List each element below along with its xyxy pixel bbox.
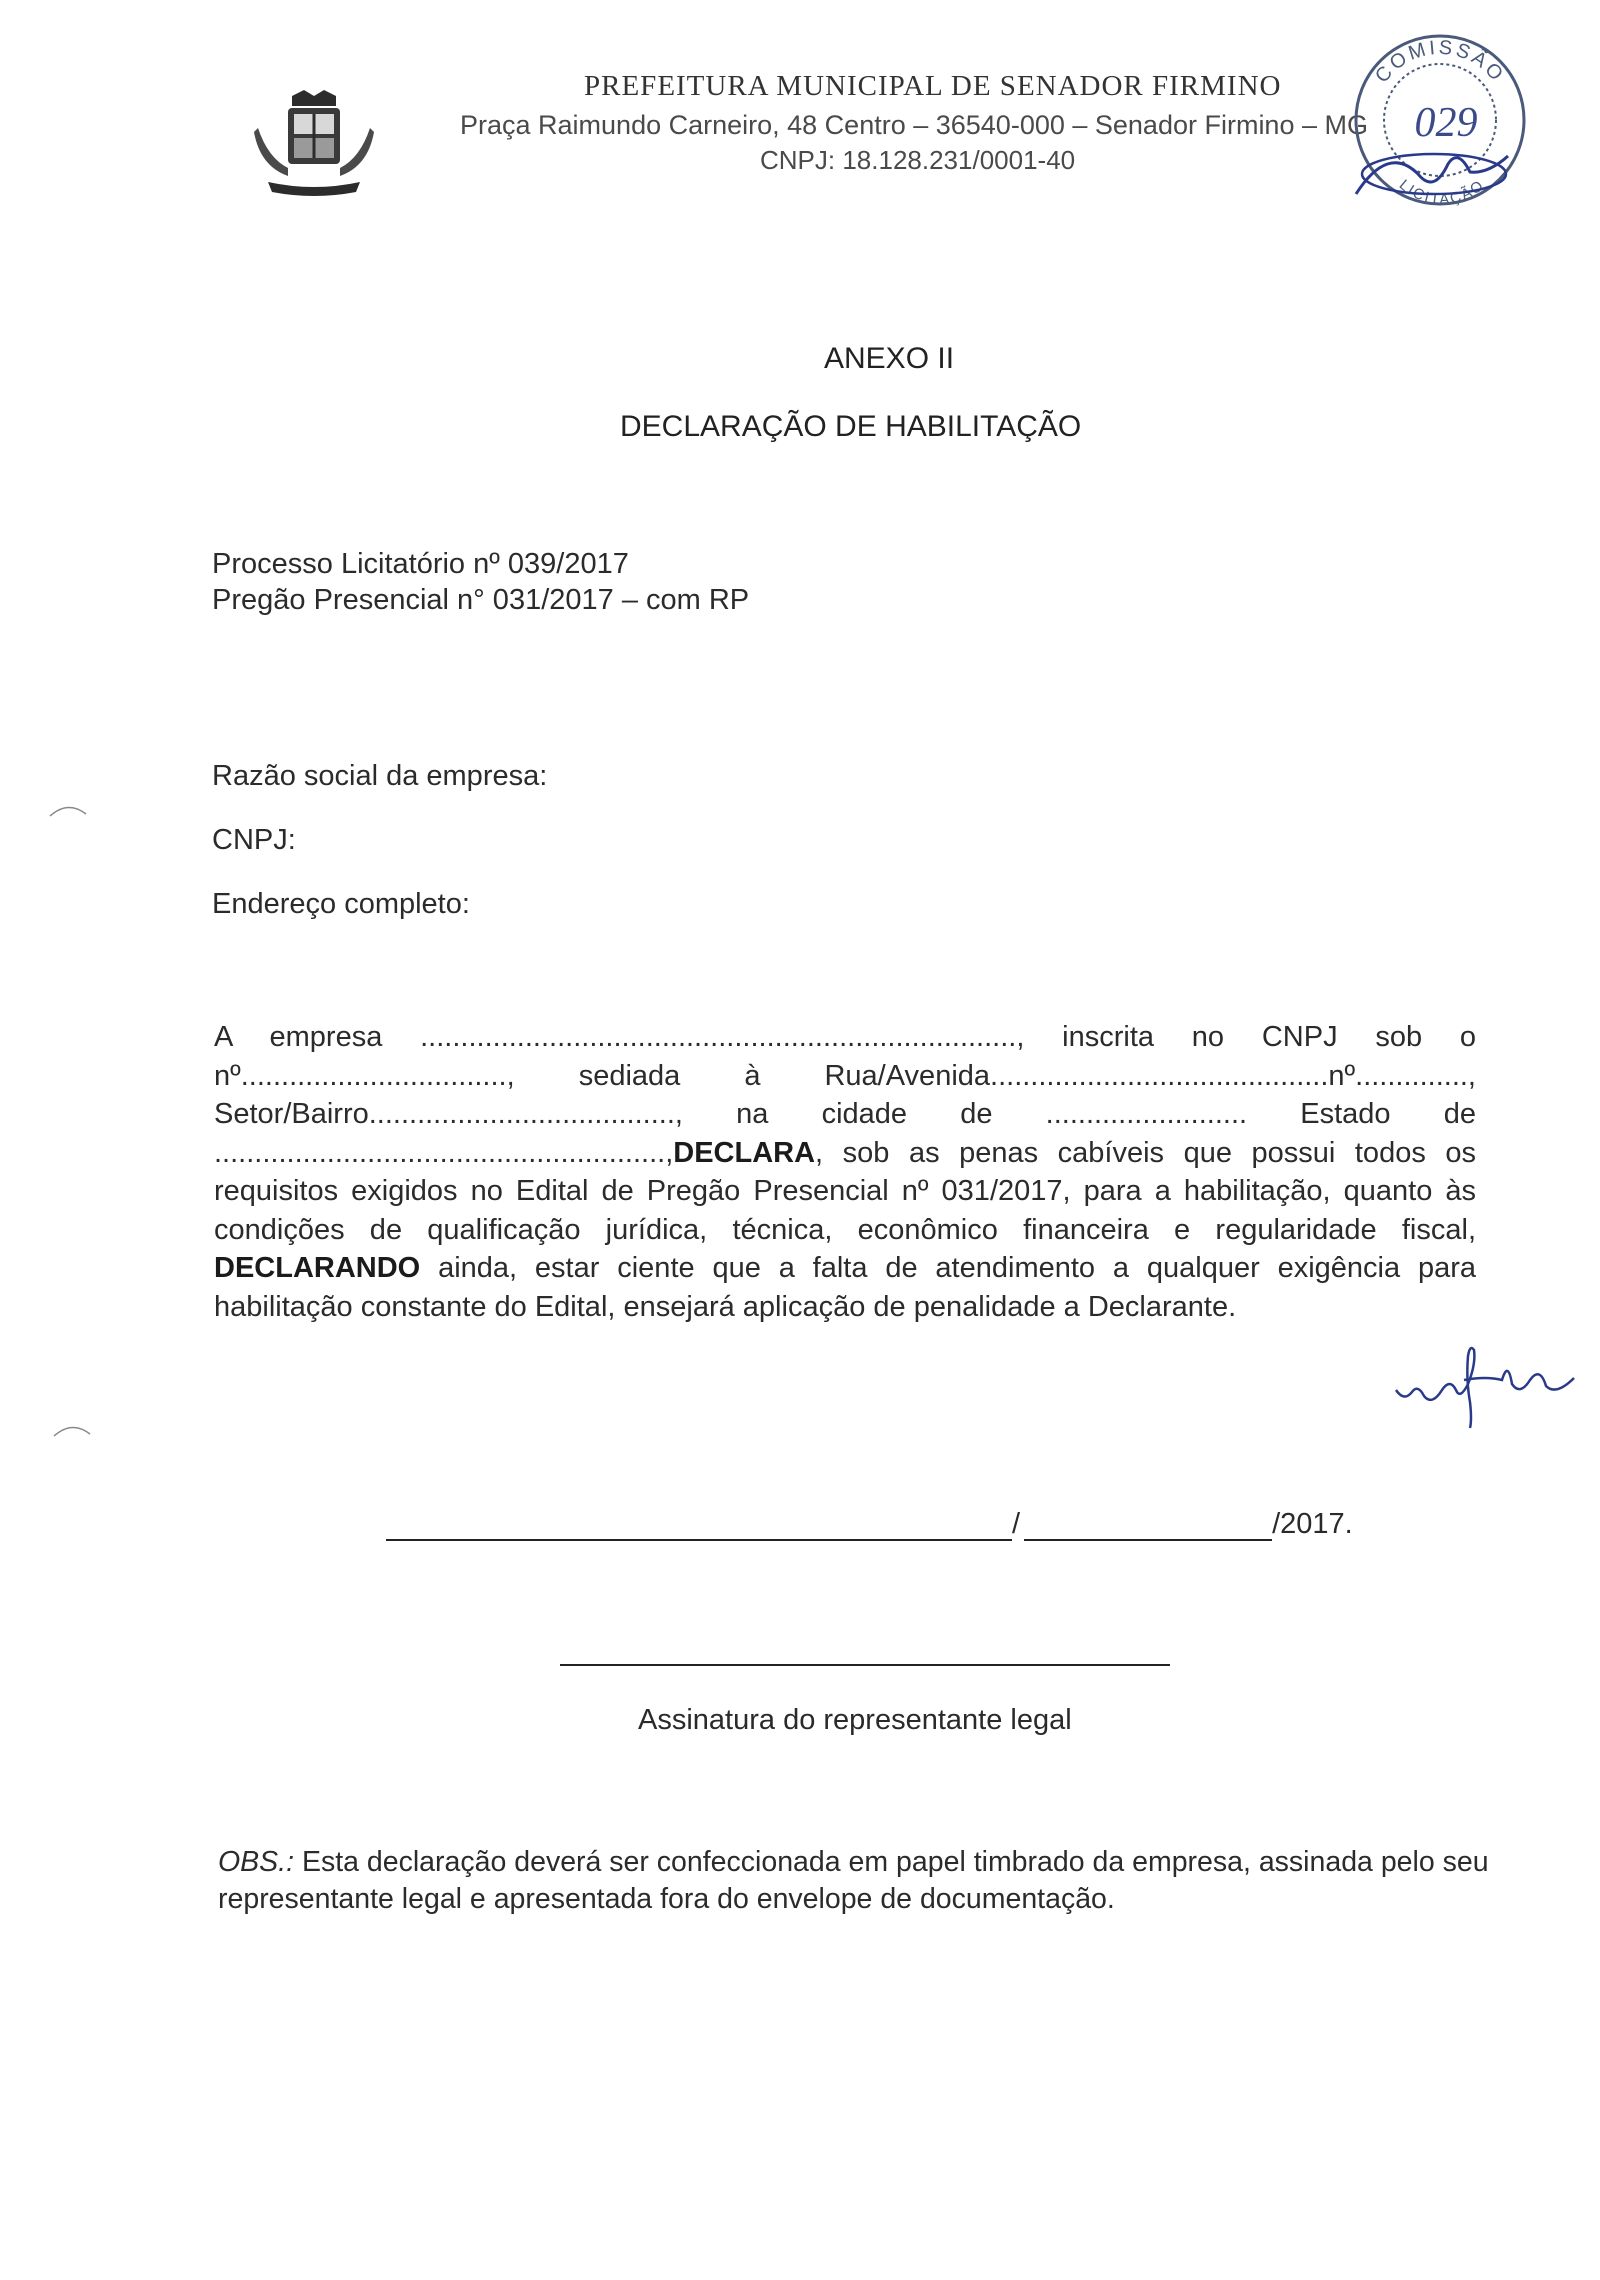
date-line	[386, 1508, 1353, 1541]
coat-of-arms-icon	[248, 88, 380, 200]
body-line-2: nº................................., sediada à Rua/Avenida..........................................nº..............,	[214, 1059, 1476, 1092]
declaration-body	[214, 1018, 1476, 1326]
scan-mark	[52, 1420, 92, 1440]
body-ending: ainda, estar ciente que a falta de atendimento a qualquer exigência para habilitação constante do Edital, ensejará aplicação de penalidade a Declarante.	[214, 1252, 1476, 1323]
process-number: Processo Licitatório nº 039/2017	[212, 548, 629, 580]
day-month-blank	[1024, 1509, 1272, 1541]
letterhead-title: PREFEITURA MUNICIPAL DE SENADOR FIRMINO	[584, 70, 1282, 102]
declarando-keyword: DECLARANDO	[214, 1252, 421, 1284]
svg-text:COMISSÃO	[1371, 37, 1509, 88]
body-line-1: A empresa .........................................................................., inscrita no CNPJ sob o	[214, 1021, 1476, 1053]
place-blank	[386, 1509, 1012, 1541]
signature-label: Assinatura do representante legal	[638, 1704, 1072, 1736]
declara-keyword: DECLARA	[673, 1136, 816, 1169]
pregao-number: Pregão Presencial n° 031/2017 – com RP	[212, 584, 750, 616]
letterhead-cnpj: CNPJ: 18.128.231/0001-40	[760, 145, 1076, 175]
body-paragraph	[214, 1134, 1476, 1327]
body-line-3: Setor/Bairro......................................, na cidade de ......................... Estado de	[214, 1098, 1476, 1130]
stamp-number: 029	[1414, 100, 1478, 146]
obs-label: OBS.:	[218, 1846, 295, 1878]
handwritten-initials	[1390, 1340, 1580, 1430]
signature-line	[560, 1664, 1170, 1666]
commission-stamp	[1348, 24, 1530, 214]
scan-mark	[48, 800, 88, 820]
company-name-field-label: Razão social da empresa:	[212, 760, 548, 792]
obs-text: Esta declaração deverá ser confeccionada em papel timbrado da empresa, assinada pelo seu representante legal e apresentada fora do envelope de documentação.	[218, 1846, 1489, 1915]
stamp-top-text: COMISSÃO	[1371, 36, 1509, 88]
annex-title: ANEXO II	[824, 342, 955, 375]
declaration-title: DECLARAÇÃO DE HABILITAÇÃO	[620, 410, 1082, 443]
cnpj-field-label: CNPJ:	[212, 824, 296, 856]
date-year: /2017.	[1272, 1508, 1353, 1540]
observation-note	[218, 1844, 1498, 1918]
stamp-bottom-text: LICITAÇÃO	[1395, 176, 1489, 209]
date-separator: /	[1012, 1508, 1021, 1540]
letterhead-address: Praça Raimundo Carneiro, 48 Centro – 36540-000 – Senador Firmino – MG	[460, 110, 1368, 140]
body-requirements: , sob as penas cabíveis que possui todos os requisitos exigidos no Edital de Pregão Presencial nº 031/2017, para a habilitação, quanto às condições de qualificação jurídica, técnica, econômico financeira e regularidade fiscal,	[214, 1136, 1476, 1246]
body-dots: ........................................................,	[214, 1136, 674, 1169]
address-field-label: Endereço completo:	[212, 888, 470, 920]
